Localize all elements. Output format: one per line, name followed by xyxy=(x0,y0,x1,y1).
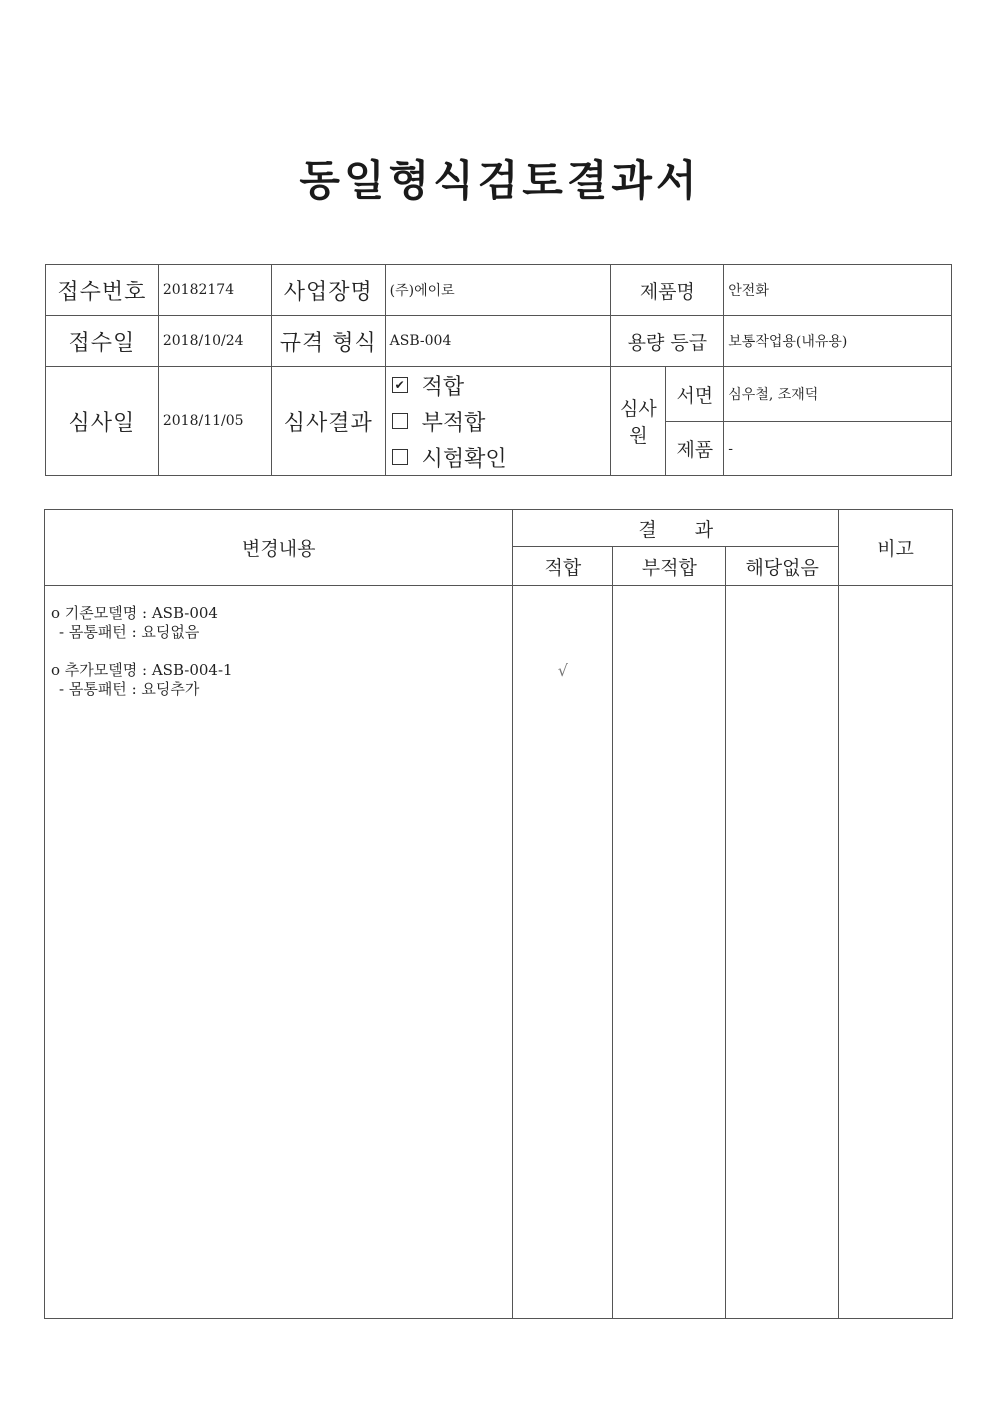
remarks-cell xyxy=(839,586,953,1319)
checkbox-checked-icon[interactable]: ✔ xyxy=(392,377,408,393)
content-header: 변경내용 xyxy=(45,510,513,586)
result-option-pass[interactable] xyxy=(392,367,611,403)
result-col-pass: 적합 xyxy=(513,547,613,586)
review-date-value: 2018/11/05 xyxy=(158,367,271,476)
result-option-label: 시험확인 xyxy=(421,446,507,472)
check-mark-icon: √ xyxy=(557,661,568,680)
result-col-na: 해당없음 xyxy=(726,547,839,586)
spec-value: ASB-004 xyxy=(385,316,611,367)
pattern-line: - 몸통패턴 : 요딩없음 xyxy=(59,623,200,641)
fail-mark-cell xyxy=(613,586,726,1319)
na-mark-cell xyxy=(726,586,839,1319)
spec-label: 규격 형식 xyxy=(271,316,385,367)
info-table xyxy=(45,264,952,476)
pass-mark-cell xyxy=(513,586,613,1319)
product-review-label: 제품 xyxy=(666,422,724,476)
receipt-no-value: 20182174 xyxy=(158,265,271,316)
checkbox-empty-icon[interactable] xyxy=(392,449,408,465)
remarks-header: 비고 xyxy=(839,510,953,586)
result-label: 심사결과 xyxy=(271,367,385,476)
document-title: 동일형식검토결과서 xyxy=(299,156,701,205)
written-reviewers: 심우철, 조재덕 xyxy=(724,367,952,422)
grade-value: 보통작업용(내유용) xyxy=(724,316,952,367)
result-col-fail: 부적합 xyxy=(613,547,726,586)
review-date-label: 심사일 xyxy=(46,367,159,476)
result-option-label: 적합 xyxy=(421,374,465,400)
result-option-fail[interactable] xyxy=(392,403,611,439)
written-label: 서면 xyxy=(666,367,724,422)
changes-table xyxy=(44,509,953,1319)
business-label: 사업장명 xyxy=(271,265,385,316)
model-line: o 추가모델명 : ASB-004-1 xyxy=(51,661,233,679)
product-label: 제품명 xyxy=(611,265,724,316)
receipt-date-label: 접수일 xyxy=(46,316,159,367)
grade-label: 용량 등급 xyxy=(611,316,724,367)
result-options xyxy=(385,367,611,476)
change-content xyxy=(45,586,513,1319)
result-header: 결 과 xyxy=(513,510,839,547)
receipt-no-label: 접수번호 xyxy=(46,265,159,316)
checkbox-empty-icon[interactable] xyxy=(392,413,408,429)
business-value: (주)에이로 xyxy=(385,265,611,316)
receipt-date-value: 2018/10/24 xyxy=(158,316,271,367)
result-option-test[interactable] xyxy=(392,439,611,475)
list-item xyxy=(51,604,506,642)
result-option-label: 부적합 xyxy=(421,410,486,436)
list-item xyxy=(51,661,506,699)
product-value: 안전화 xyxy=(724,265,952,316)
product-reviewers: - xyxy=(724,422,952,476)
model-line: o 기존모델명 : ASB-004 xyxy=(51,604,218,622)
pattern-line: - 몸통패턴 : 요딩추가 xyxy=(59,680,200,698)
reviewer-label: 심사원 xyxy=(611,367,666,476)
